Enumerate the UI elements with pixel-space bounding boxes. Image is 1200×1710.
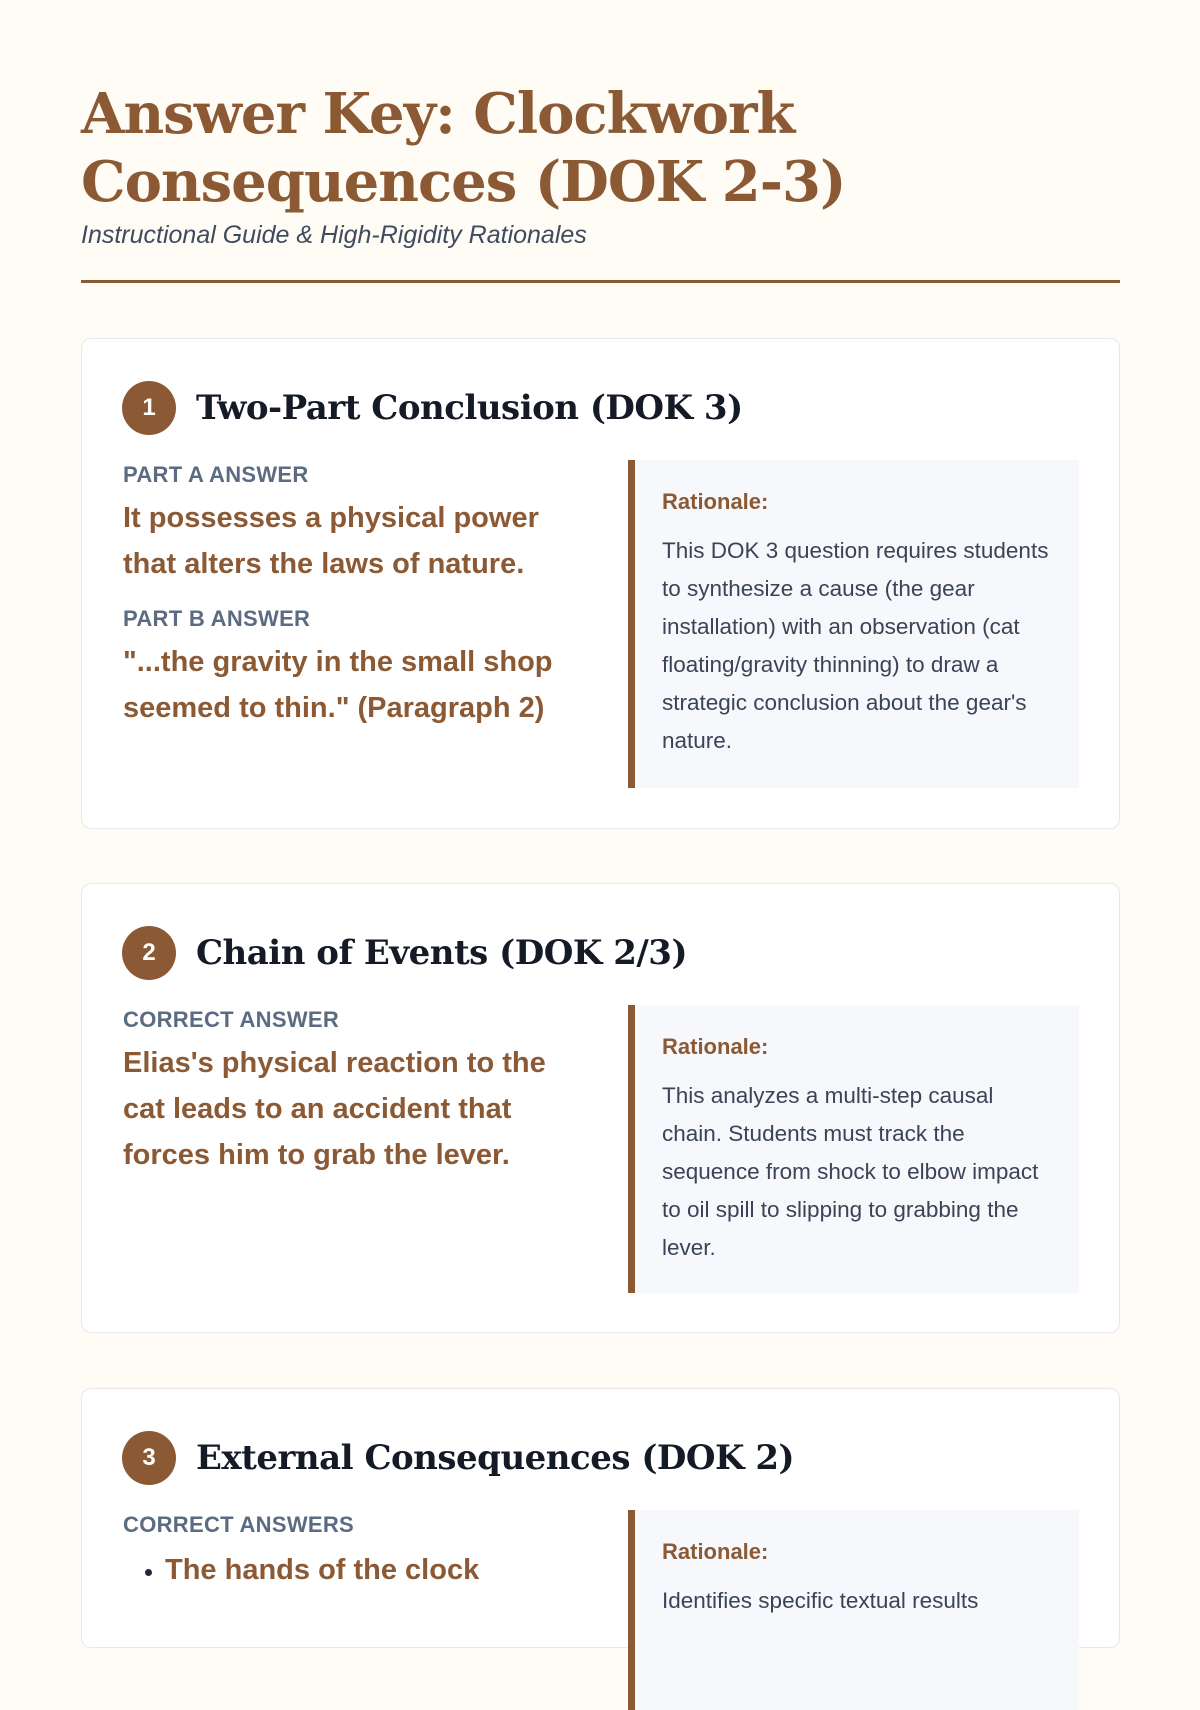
page-subtitle: Instructional Guide & High-Rigidity Rationales (81, 221, 587, 249)
rationale-box (628, 460, 1079, 788)
correct-answer-label: CORRECT ANSWER (123, 1007, 340, 1032)
part-b-block (123, 605, 583, 731)
question-title: Chain of Events (DOK 2/3) (196, 933, 688, 973)
question-header (122, 1431, 794, 1485)
part-a-answer: It possesses a physical power that alters the laws of nature. (123, 502, 539, 580)
question-header (122, 381, 743, 435)
rationale-text: Identifies specific textual results (662, 1588, 979, 1613)
rationale-text: This DOK 3 question requires students to synthesize a cause (the gear installation) with an observation (cat floating/gravity thinning) to draw a strategic conclusion about the gear's nature. (662, 538, 1049, 753)
question-title: External Consequences (DOK 2) (196, 1438, 795, 1478)
header-divider (81, 280, 1120, 283)
answer-block (123, 1006, 583, 1178)
question-number-badge: 1 (122, 381, 176, 435)
question-card-1 (81, 338, 1120, 829)
correct-answers-label: CORRECT ANSWERS (123, 1512, 355, 1537)
question-number-badge: 2 (122, 926, 176, 980)
page-header (81, 80, 1120, 283)
answer-section (123, 1006, 583, 1178)
rationale-text: This analyzes a multi-step causal chain. Students must track the sequence from shock to elbow impact to oil spill to slipping to grabbing the lever. (662, 1083, 1039, 1260)
part-a-label: PART A ANSWER (123, 462, 309, 487)
answer-list (123, 1547, 583, 1593)
part-b-answer: "...the gravity in the small shop seemed to thin." (Paragraph 2) (123, 646, 553, 724)
page-title: Answer Key: Clockwork Consequences (DOK 2-3) (81, 81, 846, 215)
question-card-2 (81, 883, 1120, 1333)
rationale-box (628, 1005, 1079, 1293)
part-b-label: PART B ANSWER (123, 606, 311, 631)
rationale-label: Rationale: (662, 489, 769, 514)
question-card-3 (81, 1388, 1120, 1648)
question-number-badge: 3 (122, 1431, 176, 1485)
question-title: Two-Part Conclusion (DOK 3) (196, 388, 743, 428)
question-header (122, 926, 687, 980)
answer-section (123, 461, 583, 731)
correct-answer: Elias's physical reaction to the cat leads to an accident that forces him to grab the lever. (123, 1047, 546, 1171)
part-a-block (123, 461, 583, 587)
rationale-box (628, 1510, 1079, 1710)
answer-section (123, 1511, 583, 1593)
rationale-label: Rationale: (662, 1034, 769, 1059)
list-item: • The hands of the clock (165, 1547, 583, 1593)
rationale-label: Rationale: (662, 1539, 769, 1564)
